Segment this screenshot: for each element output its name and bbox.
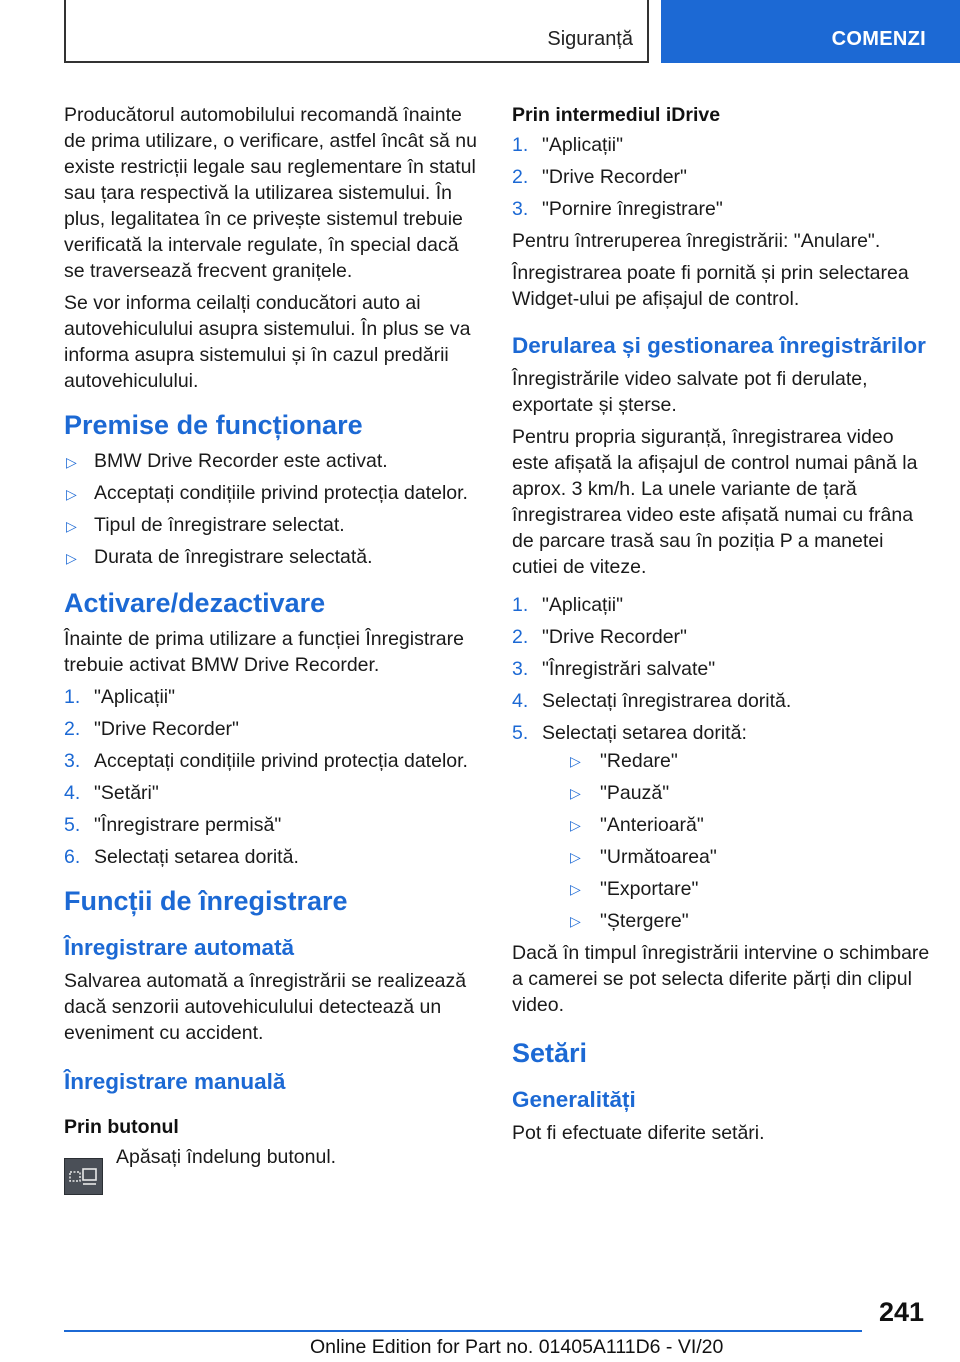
list-item: 2. "Drive Recorder" (512, 166, 687, 188)
right-column (512, 102, 932, 1152)
header-section-box (64, 0, 649, 63)
triangle-bullet-icon: ▷ (570, 785, 581, 801)
list-item: 1. "Aplicații" (512, 134, 624, 156)
activare-heading: Activare/dezactivare (64, 588, 326, 618)
triangle-bullet-icon: ▷ (570, 817, 581, 833)
list-item: ▷ "Anterioară" (570, 814, 704, 836)
page-number: 241 (878, 1297, 924, 1327)
derulare-text-2: Pentru propria siguranță, înregistrarea video este afișată la afișajul de control numai până la aprox. 3 km/h. La unele variante de țară înregistrarea video este afișată numai cu frâna de parcare trasă sau în poziția P a manetei cutiei de viteze. (512, 426, 918, 578)
list-item: 3. "Pornire înregistrare" (512, 198, 723, 220)
activare-text: Înainte de prima utilizare a funcției Înregistrare trebuie activat BMW Drive Recorder. (64, 628, 464, 676)
triangle-bullet-icon: ▷ (570, 849, 581, 865)
manual-heading: Înregistrare manuală (64, 1069, 286, 1094)
triangle-bullet-icon: ▷ (66, 454, 77, 470)
intro-paragraph-1: Producătorul automobilului recomandă înainte de prima utilizare, o verificare, astfel încât să nu existe restricții legale sau reglementare în statul sau țara respectivă la utilizarea sistemului. În plus, legalitatea în ce privește sistemul trebuie verificată la intervale regulate, în special dacă se traversează frecvent granițele. (64, 104, 477, 282)
header-tab-label: COMENZI (831, 28, 926, 50)
footer-divider (64, 1330, 862, 1332)
premise-heading: Premise de funcționare (64, 410, 363, 440)
triangle-bullet-icon: ▷ (570, 881, 581, 897)
header-tab-comenzi[interactable] (661, 0, 960, 63)
list-item: ▷ Acceptați condițiile privind protecția datelor. (64, 480, 482, 506)
list-item: 3. Acceptați condițiile privind protecția datelor. (64, 750, 468, 772)
list-item: 5. "Înregistrare permisă" (64, 814, 282, 836)
list-item: ▷ "Ștergere" (570, 910, 689, 932)
derulare-heading: Derularea și gestionarea înregistrărilor (512, 333, 926, 358)
idrive-heading: Prin intermediul iDrive (512, 104, 721, 126)
list-item: 6. Selectați setarea dorită. (64, 846, 299, 868)
activare-steps (64, 684, 482, 870)
triangle-bullet-icon: ▷ (570, 753, 581, 769)
footer-edition: Online Edition for Part no. 01405A111D6 - VI/20 (310, 1336, 724, 1358)
list-item: 5. Selectați setarea dorită: ▷ "Redare" ▷ "Pauză" ▷ "Anterioară" ▷ "Următoarea" ▷ "Exportare" ▷ "Ștergere" (512, 720, 932, 934)
list-item: ▷ Durata de înregistrare selectată. (64, 544, 482, 570)
auto-heading: Înregistrare automată (64, 935, 295, 960)
left-column (64, 102, 482, 1188)
list-item: 1. "Aplicații" (512, 594, 624, 616)
intro-paragraph-2: Se vor informa ceilalți conducători auto ai autovehiculului asupra sistemului. În plus se va informa asupra sistemului și în cazul predării autovehiculului. (64, 292, 471, 392)
list-item: ▷ "Redare" (570, 750, 678, 772)
functii-heading: Funcții de înregistrare (64, 886, 348, 916)
list-item: 3. "Înregistrări salvate" (512, 658, 716, 680)
idrive-widget-text: Înregistrarea poate fi pornită și prin selectarea Widget-ului pe afișajul de control. (512, 262, 909, 310)
triangle-bullet-icon: ▷ (570, 913, 581, 929)
idrive-stop-text: Pentru întreruperea înregistrării: "Anulare". (512, 230, 881, 252)
triangle-bullet-icon: ▷ (66, 550, 77, 566)
generalitati-heading: Generalități (512, 1087, 636, 1112)
derulare-note: Dacă în timpul înregistrării intervine o schimbare a camerei se pot selecta diferite părți din clipul video. (512, 942, 930, 1016)
button-subheading: Prin butonul (64, 1116, 179, 1138)
setari-heading: Setări (512, 1038, 588, 1068)
derulare-text-1: Înregistrările video salvate pot fi derulate, exportate și șterse. (512, 368, 868, 416)
triangle-bullet-icon: ▷ (66, 486, 77, 502)
list-item: 2. "Drive Recorder" (64, 718, 239, 740)
list-item: 4. Selectați înregistrarea dorită. (512, 690, 792, 712)
list-item: 2. "Drive Recorder" (512, 626, 687, 648)
triangle-bullet-icon: ▷ (66, 518, 77, 534)
button-instruction (64, 1144, 482, 1188)
list-item: ▷ BMW Drive Recorder este activat. (64, 448, 482, 474)
setari-text: Pot fi efectuate diferite setări. (512, 1122, 765, 1144)
derulare-steps (512, 592, 932, 934)
list-item: ▷ "Pauză" (570, 782, 670, 804)
options-list (570, 748, 932, 934)
list-item: 1. "Aplicații" (64, 686, 176, 708)
list-item: 4. "Setări" (64, 782, 159, 804)
button-text: Apăsați îndelung butonul. (116, 1146, 337, 1168)
header-section-title: Siguranță (547, 28, 633, 50)
list-item: ▷ "Exportare" (570, 878, 699, 900)
camera-record-button-icon (64, 1158, 103, 1195)
idrive-steps (512, 132, 932, 222)
list-item: ▷ Tipul de înregistrare selectat. (64, 512, 482, 538)
list-item: ▷ "Următoarea" (570, 846, 717, 868)
auto-text: Salvarea automată a înregistrării se realizează dacă senzorii autovehiculului detectează un eveniment cu accident. (64, 970, 467, 1044)
premise-list (64, 448, 482, 570)
